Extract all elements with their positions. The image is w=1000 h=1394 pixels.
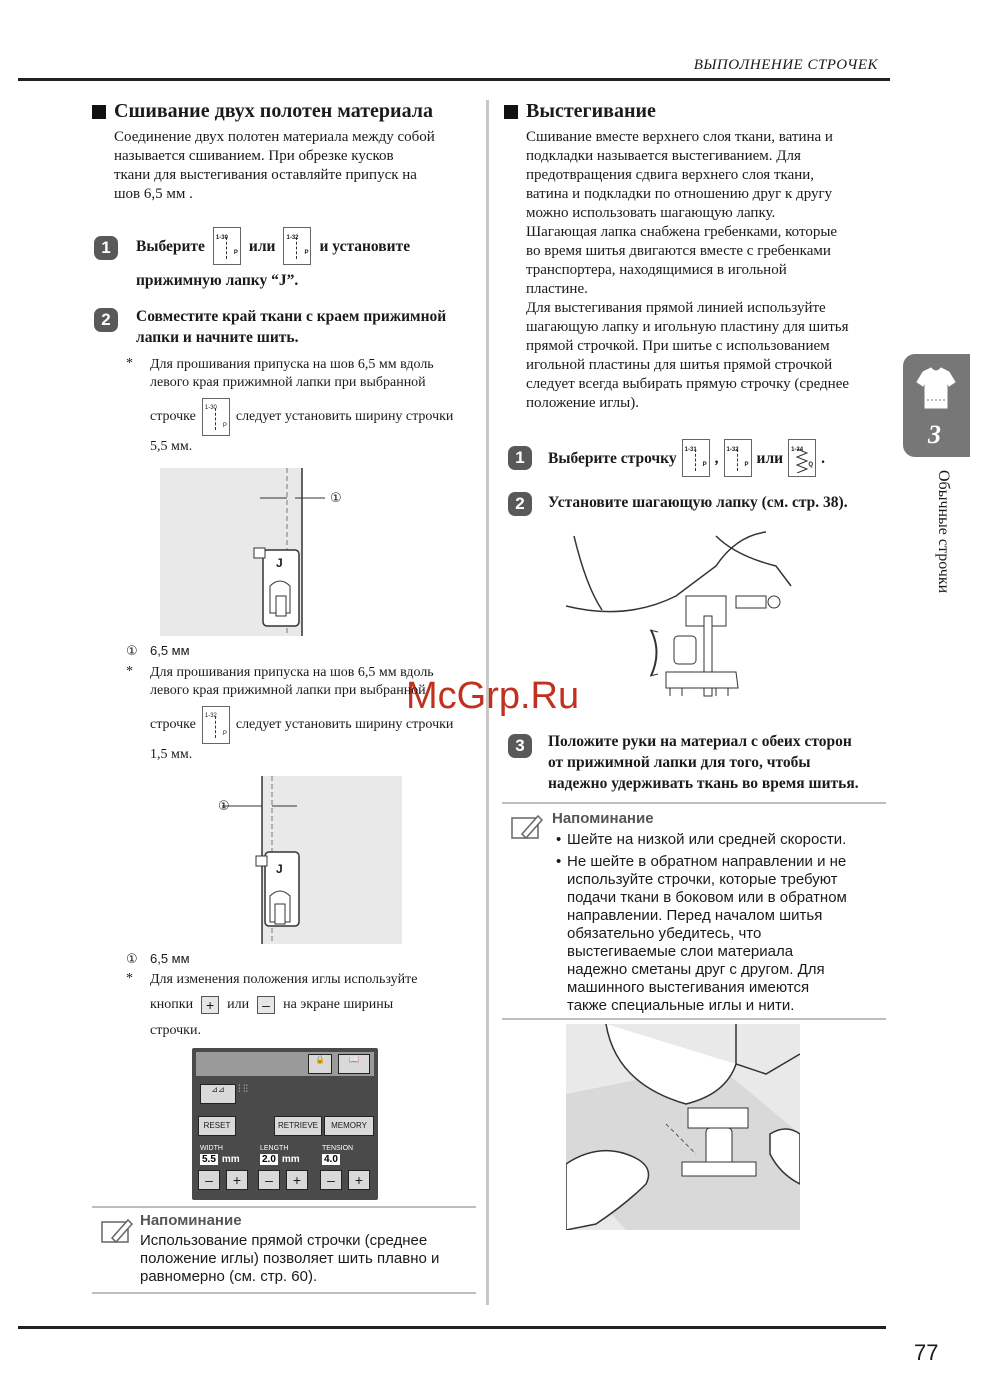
lcd-screen [192, 1048, 378, 1200]
width-label: WIDTH [200, 1145, 223, 1152]
stitch-1-32-icon: 1-32 P [202, 706, 230, 744]
width-readout: 5.5 mm [202, 1154, 240, 1165]
seaming-intro: Соединение двух полотен материала между собой называется сшиванием. При обрезке кусков ткани для выстегивания оставляйте припуск на шов 6,5 мм . [114, 129, 435, 202]
header-rule [18, 78, 890, 81]
chapter-number: 3 [928, 420, 941, 449]
memo-rule-bottom [92, 1292, 476, 1294]
shirt-icon [903, 360, 970, 420]
memory-button[interactable]: MEMORY [324, 1116, 374, 1136]
length-minus-button[interactable]: – [258, 1170, 280, 1190]
stitch-1-30-icon: 1-30 P [202, 398, 230, 436]
needle-icon: ⫶ ⫶⫶ [238, 1084, 248, 1095]
stitch-1-32-icon[interactable]: 1-32 P [283, 227, 311, 265]
stitch-1-30-icon[interactable]: 1-30 P [213, 227, 241, 265]
step-badge-1: 1 [94, 236, 118, 260]
step-badge-2: 2 [94, 308, 118, 332]
stitch-1-31-icon[interactable]: 1-31 P [682, 439, 710, 477]
quilting-intro: Сшивание вместе верхнего слоя ткани, ватина и подкладки называется выстегиванием. Для предотвращения сдвига верхнего слоя ткани, ватина и подкладки по отношению друг к другу можно использовать шагающую лапку. Шагающая лапка снабжена гребенками, которые во время шитья двигаются вместе с гребенками транспортера, находящимися в игольной пластине. Для выстегивания прямой линией используйте шагающую лапку и игольную пластину для шитья прямой строчкой. При шитье с использованием игольной пластины для шитья прямой строчкой следует всегда выбирать прямую строчку (среднее положение иглы). [526, 129, 850, 411]
section-title-quilting: Выстегивание [504, 100, 656, 123]
step-badge-3: 3 [508, 734, 532, 758]
tension-readout: 4.0 [324, 1154, 338, 1165]
note-asterisk: * [126, 664, 133, 679]
quilting-step1: Выберите строчку 1-31 P , 1-32 P или 1-34 Q . [548, 438, 825, 478]
width-minus-button[interactable]: – [198, 1170, 220, 1190]
length-plus-button[interactable]: + [286, 1170, 308, 1190]
note3-text: Для изменения положения иглы используйте [150, 972, 418, 987]
length-readout: 2.0 mm [262, 1154, 300, 1165]
note1-line3: строчке 1-30 P следует установить ширину строчки [150, 398, 453, 436]
width-plus-button[interactable]: + [226, 1170, 248, 1190]
quilting-step2: Установите шагающую лапку (см. стр. 38). [548, 494, 848, 511]
note1-text: Для прошивания припуска на шов 6,5 мм вдоль левого края прижимной лапки при выбранной [150, 357, 434, 390]
pencil-note-icon [510, 812, 544, 842]
memo-rule-top [502, 802, 886, 804]
watermark: McGrp.Ru [406, 675, 580, 717]
walking-foot-illustration [566, 526, 796, 712]
caption-marker: ① [126, 951, 138, 966]
tension-minus-button[interactable]: – [320, 1170, 342, 1190]
step1-instruction: Выберите 1-30 P или 1-32 P и установите [136, 226, 410, 266]
step-badge-1: 1 [508, 446, 532, 470]
pencil-note-icon [100, 1216, 134, 1246]
quilting-step3: Положите руки на материал с обеих сторон от прижимной лапки для того, чтобы надежно удерживать ткань во время шитья. [548, 733, 859, 792]
lock-icon[interactable]: 🔒 [308, 1054, 332, 1074]
running-header: ВЫПОЛНЕНИЕ СТРОЧЕК [693, 57, 878, 73]
stitch-1-34-icon[interactable]: 1-34 Q [788, 439, 816, 477]
presser-foot-figure-2 [218, 776, 402, 944]
section-title-seaming: Сшивание двух полотен материала [92, 100, 433, 123]
note3-line2: кнопки + или – на экране ширины [150, 997, 394, 1013]
plus-button[interactable]: + [201, 996, 219, 1014]
retrieve-button[interactable]: RETRIEVE [274, 1116, 322, 1136]
note3-value: строчки. [150, 1023, 201, 1038]
mirror-icon[interactable]: ⊿⊿ [200, 1084, 236, 1104]
figure-marker: ① [218, 798, 230, 813]
foot-letter: J [276, 862, 283, 876]
note2-text: Для прошивания припуска на шов 6,5 мм вдоль левого края прижимной лапки при выбранной [150, 665, 434, 698]
memo-rule-bottom [502, 1018, 886, 1020]
note2-line3: строчке 1-32 P следует установить ширину строчки [150, 706, 453, 744]
figure-marker: ① [330, 490, 342, 505]
stitch-1-32-icon[interactable]: 1-32 P [724, 439, 752, 477]
foot-letter: J [276, 556, 283, 570]
book-icon[interactable]: 📖 [338, 1054, 370, 1074]
step1-line2: прижимную лапку “J”. [136, 272, 299, 289]
note-asterisk: * [126, 971, 133, 986]
note2-value: 1,5 мм. [150, 747, 193, 762]
presser-foot-figure-1 [160, 468, 342, 636]
memo-heading: Напоминание [140, 1212, 242, 1229]
note1-value: 5,5 мм. [150, 439, 193, 454]
step-badge-2: 2 [508, 492, 532, 516]
caption-text: 6,5 мм [150, 951, 190, 966]
caption-marker: ① [126, 643, 138, 658]
step2-instruction: Совместите край ткани с краем прижимной лапки и начните шить. [136, 308, 447, 346]
caption-text: 6,5 мм [150, 643, 190, 658]
memo-bullet-2: • Не шейте в обратном направлении и не используйте строчки, которые требуют подачи ткани в боковом или в обратном направлении. Перед началом шитья обязательно убедитесь, что выстегиваемые слои материала надежно сметаны друг с другом. Для машинного выстегивания имеются также специальные иглы и нити. [556, 853, 847, 1014]
note-asterisk: * [126, 356, 133, 371]
chapter-label: Обычные строчки [935, 470, 952, 594]
length-label: LENGTH [260, 1145, 289, 1152]
memo-rule-top [92, 1206, 476, 1208]
minus-button[interactable]: – [257, 996, 275, 1014]
quilting-hands-illustration [566, 1024, 800, 1230]
footer-rule [18, 1326, 886, 1329]
reset-button[interactable]: RESET [198, 1116, 236, 1136]
memo-heading: Напоминание [552, 810, 654, 827]
tension-label: TENSION [322, 1145, 354, 1152]
memo-bullet-1: • Шейте на низкой или средней скорости. [556, 831, 847, 848]
page-number: 77 [914, 1340, 939, 1365]
memo-text: Использование прямой строчки (среднее положение иглы) позволяет шить плавно и равномерно (см. стр. 60). [140, 1232, 440, 1285]
tension-plus-button[interactable]: + [348, 1170, 370, 1190]
